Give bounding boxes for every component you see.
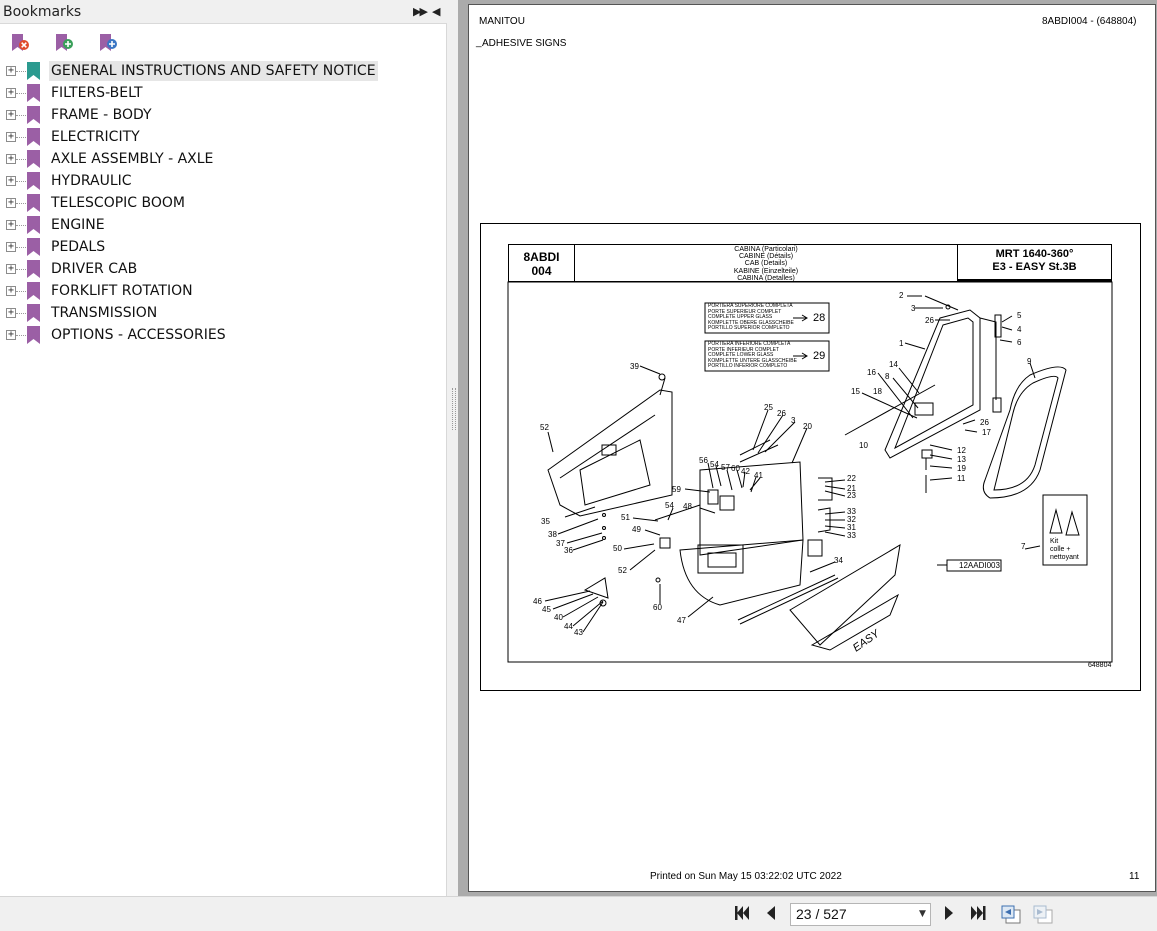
- ref-lower-line-1: PORTE INFERIEUR COMPLET: [708, 346, 780, 353]
- expand-icon[interactable]: +: [7, 65, 15, 76]
- part-number-label: 52: [618, 566, 627, 575]
- collapse-panel-icon[interactable]: ◀: [432, 5, 441, 18]
- expand-icon[interactable]: +: [7, 219, 15, 230]
- previous-page-icon[interactable]: [763, 904, 779, 924]
- bookmark-label[interactable]: DRIVER CAB: [51, 261, 138, 277]
- go-forward-icon[interactable]: [1032, 904, 1054, 924]
- code-line2: 004: [531, 264, 552, 278]
- code-line1: 8ABDI: [523, 250, 560, 264]
- part-number-label: 15: [851, 387, 860, 396]
- expand-icon[interactable]: +: [7, 329, 15, 340]
- part-number-label: 10: [859, 441, 868, 450]
- section-title: ADHESIVE SIGNS: [482, 38, 567, 49]
- part-number-label: 20: [803, 422, 812, 431]
- bookmark-label[interactable]: OPTIONS - ACCESSORIES: [51, 327, 226, 343]
- kit-label-line-0: Kit: [1050, 538, 1059, 545]
- page-footer-number: 11: [1129, 871, 1140, 882]
- bookmark-label[interactable]: GENERAL INSTRUCTIONS AND SAFETY NOTICE: [51, 63, 376, 79]
- bookmark-label[interactable]: ELECTRICITY: [51, 129, 140, 145]
- first-page-icon[interactable]: [732, 904, 752, 924]
- part-number-label: 18: [873, 387, 882, 396]
- drawing-number: 648804: [1088, 662, 1112, 669]
- header-left: MANITOU: [479, 16, 525, 27]
- part-number-label: 6: [1017, 338, 1022, 347]
- ref-upper-line-2: COMPLETE UPPER GLASS: [708, 314, 773, 321]
- part-number-label: 45: [542, 605, 551, 614]
- desc-line-2: CAB (Details): [744, 260, 788, 268]
- part-number-label: 16: [867, 368, 876, 377]
- kit-label-line-1: colle +: [1050, 546, 1071, 553]
- part-number-label: 38: [548, 530, 557, 539]
- part-number-label: 50: [613, 544, 622, 553]
- part-number-label: 42: [741, 467, 750, 476]
- part-number-label: 40: [554, 613, 563, 622]
- part-number-label: 26: [925, 316, 934, 325]
- expand-icon[interactable]: +: [7, 153, 15, 164]
- expand-icon[interactable]: +: [7, 285, 15, 296]
- part-number-label: 37: [556, 539, 565, 548]
- ref-lower-line-0: PORTIERA INFERIORE COMPLETA: [708, 341, 791, 347]
- expand-icon[interactable]: +: [7, 131, 15, 142]
- bookmark-label[interactable]: FILTERS-BELT: [51, 85, 143, 101]
- part-number-label: 49: [632, 525, 641, 534]
- part-number-label: 17: [982, 428, 991, 437]
- part-number-label: 2: [899, 291, 904, 300]
- part-number-label: 39: [630, 362, 639, 371]
- bookmark-label[interactable]: HYDRAULIC: [51, 173, 132, 189]
- part-number-label: 52: [540, 423, 549, 432]
- bookmark-label[interactable]: AXLE ASSEMBLY - AXLE: [51, 151, 214, 167]
- bookmark-label[interactable]: ENGINE: [51, 217, 105, 233]
- bookmarks-title: Bookmarks: [3, 4, 82, 20]
- kit-label: [1050, 538, 1079, 562]
- bookmark-label[interactable]: FORKLIFT ROTATION: [51, 283, 193, 299]
- part-number-label: 5: [1017, 311, 1022, 320]
- part-number-label: 13: [957, 455, 966, 464]
- expand-icon[interactable]: +: [7, 263, 15, 274]
- section-marker: _: [476, 37, 482, 48]
- bookmark-label[interactable]: PEDALS: [51, 239, 106, 255]
- ref-lower-line-4: PORTILLO INFERIOR COMPLETO: [708, 363, 788, 370]
- part-number-label: 14: [889, 360, 898, 369]
- part-number-label: 48: [683, 502, 692, 511]
- part-number-label: 44: [564, 622, 573, 631]
- expand-icon[interactable]: +: [7, 241, 15, 252]
- next-page-icon[interactable]: [941, 904, 957, 924]
- part-number-label: 56: [699, 456, 708, 465]
- chevron-down-icon[interactable]: ▼: [919, 909, 926, 919]
- desc-line-1: CABINE (Détails): [738, 253, 794, 261]
- part-number-label: 43: [574, 628, 583, 637]
- desc-line-4: CABINA (Detalles): [737, 274, 795, 282]
- part-number-label: 46: [533, 597, 542, 606]
- decal-ref-text: 12AADI003: [959, 561, 1000, 570]
- ref-upper-line-0: PORTIERA SUPERIORE COMPLETA: [708, 303, 793, 309]
- part-number-label: 60: [653, 603, 662, 612]
- part-number-label: 31: [847, 523, 856, 532]
- part-number-label: 34: [834, 556, 843, 565]
- ref-upper-line-4: PORTILLO SUPERIOR COMPLETO: [708, 325, 790, 332]
- decal-easy-text: EASY: [850, 627, 882, 655]
- part-number-label: 7: [1021, 542, 1026, 551]
- ref-lower-number: 29: [813, 350, 826, 362]
- ref-lower-text: [708, 342, 797, 370]
- part-number-label: 35: [541, 517, 550, 526]
- part-number-label: 25: [764, 403, 773, 412]
- bookmark-label[interactable]: TRANSMISSION: [51, 305, 158, 321]
- part-number-label: 1: [899, 339, 904, 348]
- part-number-label: 8: [885, 372, 890, 381]
- ref-upper-line-3: KOMPLETTE OBERE GLASSCHEIBE: [708, 319, 794, 326]
- part-number-label: 4: [1017, 325, 1022, 334]
- printed-on-text: Printed on Sun May 15 03:22:02 UTC 2022: [650, 871, 842, 882]
- expand-icon[interactable]: +: [7, 109, 15, 120]
- ref-upper-number: 28: [813, 312, 826, 324]
- expand-panel-icon[interactable]: ▶▶: [413, 5, 426, 18]
- ref-lower-line-2: COMPLETE LOWER GLASS: [708, 352, 774, 359]
- ref-upper-line-1: PORTE SUPERIEUR COMPLET: [708, 308, 782, 315]
- part-number-label: 9: [1027, 357, 1032, 366]
- model-line2: E3 - EASY St.3B: [992, 261, 1077, 273]
- part-number-label: 19: [957, 464, 966, 473]
- part-number-label: 26: [777, 409, 786, 418]
- part-number-label: 22: [847, 474, 856, 483]
- part-number-label: 12: [957, 446, 966, 455]
- part-number-label: 54: [710, 460, 719, 469]
- part-number-label: 32: [847, 515, 856, 524]
- expand-icon[interactable]: +: [7, 87, 15, 98]
- part-number-label: 33: [847, 507, 856, 516]
- go-back-icon[interactable]: [1000, 904, 1022, 924]
- desc-line-3: KABINE (Einzelteile): [733, 267, 799, 275]
- ref-lower-line-3: KOMPLETTE UNTERE GLASSCHEIBE: [708, 357, 797, 364]
- bookmark-label[interactable]: TELESCOPIC BOOM: [51, 195, 185, 211]
- ref-upper-text: [708, 304, 794, 332]
- expand-icon[interactable]: +: [7, 307, 15, 318]
- part-number-label: 21: [847, 484, 856, 493]
- last-page-icon[interactable]: [968, 904, 988, 924]
- part-number-label: 11: [957, 474, 966, 483]
- part-number-label: 47: [677, 616, 686, 625]
- part-number-label: 51: [621, 513, 630, 522]
- part-number-label: 41: [754, 471, 763, 480]
- header-right: 8ABDI004 - (648804): [1042, 16, 1137, 27]
- expand-icon[interactable]: +: [7, 175, 15, 186]
- part-number-label: 54: [665, 501, 674, 510]
- part-number-label: 60: [731, 464, 740, 473]
- bookmark-label[interactable]: FRAME - BODY: [51, 107, 152, 123]
- part-number-label: 26: [980, 418, 989, 427]
- door-handle: [585, 578, 608, 598]
- part-number-label: 3: [911, 304, 916, 313]
- expand-icon[interactable]: +: [7, 197, 15, 208]
- decal-upper: [790, 545, 900, 645]
- part-number-label: 3: [791, 416, 796, 425]
- page-number-input[interactable]: 23 / 527: [796, 906, 847, 922]
- model-line1: MRT 1640-360°: [995, 248, 1074, 260]
- kit-label-line-2: nettoyant: [1050, 554, 1079, 561]
- desc-line-0: CABINA (Particolari): [734, 246, 798, 253]
- ref-arrow-upper: [793, 315, 807, 321]
- part-number-label: 36: [564, 546, 573, 555]
- part-number-label: 59: [672, 485, 681, 494]
- part-number-label: 33: [847, 531, 856, 540]
- part-number-label: 23: [847, 491, 856, 500]
- part-number-label: 57: [721, 463, 730, 472]
